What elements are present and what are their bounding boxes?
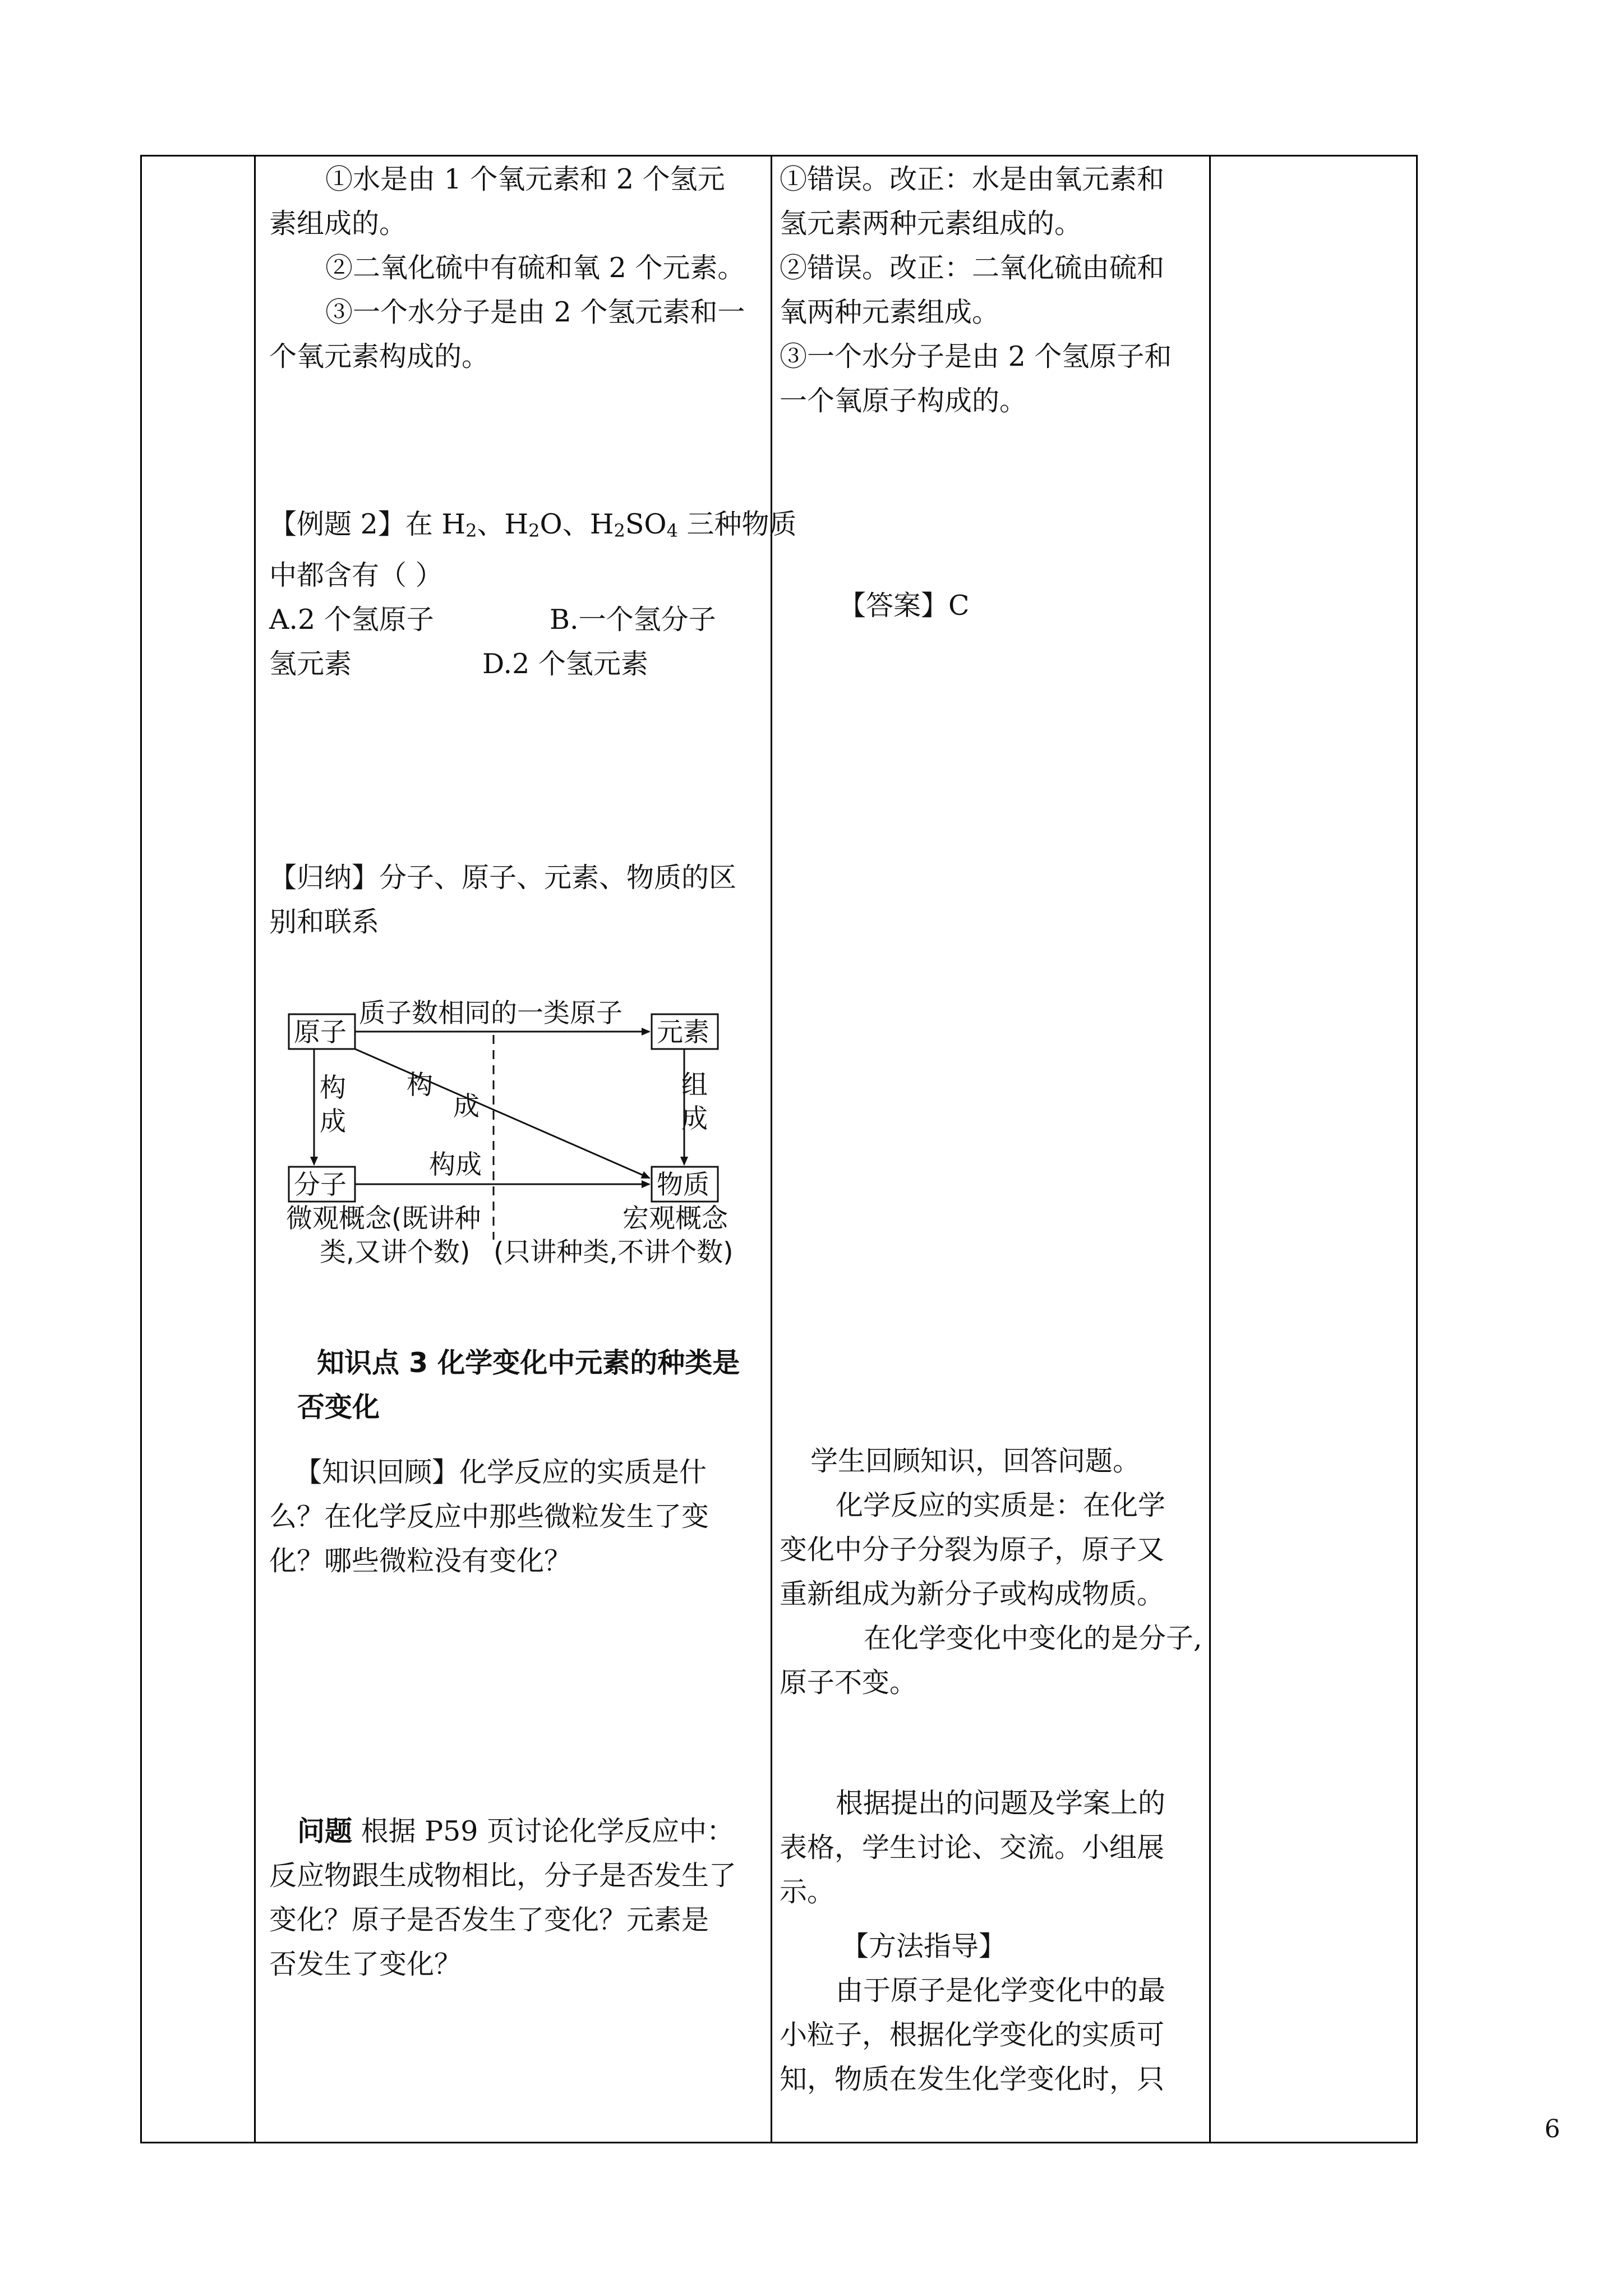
question-line1: 根据 P59 页讨论化学反应中： xyxy=(352,1815,735,1847)
student-review xyxy=(780,1439,1202,1705)
statement-2: ②二氧化硫中有硫和氧 2 个元素。 xyxy=(325,252,745,284)
option-d: D.2 个氢元素 xyxy=(482,648,648,680)
svg-text:成: 成 xyxy=(681,1103,708,1134)
micro-concept-2: 类,又讲个数) xyxy=(320,1237,471,1268)
correction-2b: 氧两种元素组成。 xyxy=(780,296,1000,328)
correction-1b: 氢元素两种元素组成的。 xyxy=(780,208,1082,240)
method-1: 由于原子是化学变化中的最 xyxy=(836,1975,1166,2007)
example2-line2: 中都含有（ ） xyxy=(269,559,443,591)
corrections xyxy=(780,157,1172,423)
svg-text:构: 构 xyxy=(407,1070,433,1101)
answer: 【答案】C xyxy=(838,590,970,622)
svg-text:构: 构 xyxy=(320,1073,346,1103)
discussion-question xyxy=(269,1809,736,1986)
discussion-2: 表格，学生讨论、交流。小组展 xyxy=(780,1832,1165,1864)
option-c: 氢元素 xyxy=(269,648,352,680)
diagonal-arrow xyxy=(355,1049,649,1178)
knowledge-point-3 xyxy=(297,1341,740,1429)
summary-line2: 别和联系 xyxy=(269,906,380,938)
macro-concept-2: (只讲种类,不讲个数) xyxy=(494,1237,734,1268)
method-title: 【方法指导】 xyxy=(841,1930,1007,1962)
top-arrow-label: 质子数相同的一类原子 xyxy=(359,998,623,1029)
statement-1a: ①水是由 1 个氧元素和 2 个氢元 xyxy=(325,163,725,195)
column-divider-1 xyxy=(254,157,256,2142)
method-3: 知，物质在发生化学变化时，只 xyxy=(780,2063,1165,2095)
discussion-response xyxy=(780,1781,1165,1914)
correction-2a: ②错误。改正：二氧化硫由硫和 xyxy=(780,252,1165,284)
option-b: B.一个氢分子 xyxy=(550,604,716,636)
student-review-5: 在化学变化中变化的是分子, xyxy=(864,1622,1202,1654)
summary-line1: 【归纳】分子、原子、元素、物质的区 xyxy=(269,862,737,894)
summary-heading xyxy=(269,855,736,944)
micro-concept-1: 微观概念(既讲种 xyxy=(286,1203,481,1234)
question-label: 问题 xyxy=(297,1815,353,1847)
review-line2: 么？在化学反应中那些微粒发生了变 xyxy=(269,1501,709,1533)
kp3-line1: 知识点 3 化学变化中元素的种类是 xyxy=(317,1347,740,1379)
question-line3: 变化？原子是否发生了变化？元素是 xyxy=(269,1904,709,1936)
review-line3: 化？哪些微粒没有变化？ xyxy=(269,1545,572,1577)
molecule-label: 分子 xyxy=(294,1170,347,1200)
method-guidance xyxy=(780,1924,1165,2101)
statement-3a: ③一个水分子是由 2 个氢元素和一 xyxy=(325,296,745,328)
correction-3b: 一个氧原子构成的。 xyxy=(780,385,1027,417)
atom-label: 原子 xyxy=(294,1017,347,1048)
student-review-6: 原子不变。 xyxy=(780,1667,917,1699)
example2 xyxy=(269,502,797,686)
option-a: A.2 个氢原子 xyxy=(269,604,434,636)
discussion-3: 示。 xyxy=(780,1876,835,1908)
student-review-1: 学生回顾知识，回答问题。 xyxy=(810,1445,1141,1477)
question-line2: 反应物跟生成物相比，分子是否发生了 xyxy=(269,1860,737,1892)
student-review-4: 重新组成为新分子或构成物质。 xyxy=(780,1578,1165,1610)
question-line4: 否发生了变化？ xyxy=(269,1948,462,1980)
correction-1a: ①错误。改正：水是由氧元素和 xyxy=(780,163,1165,195)
method-2: 小粒子，根据化学变化的实质可 xyxy=(780,2019,1165,2051)
example2-options-cd xyxy=(269,642,797,686)
concept-diagram xyxy=(286,993,780,1273)
example1-statements xyxy=(269,157,745,379)
bottom-arrow-label: 构成 xyxy=(429,1149,482,1180)
svg-text:组: 组 xyxy=(681,1070,708,1101)
example2-line1: 【例题 2】在 $H_2$、$H_2O$、$H_2SO_4$ 三种物质 xyxy=(269,508,797,541)
student-review-3: 变化中分子分裂为原子，原子又 xyxy=(780,1534,1165,1566)
review-line1: 【知识回顾】化学反应的实质是什 xyxy=(294,1456,707,1488)
macro-concept-1: 宏观概念 xyxy=(623,1203,728,1234)
column-divider-3 xyxy=(1209,157,1211,2142)
substance-label: 物质 xyxy=(657,1170,709,1200)
discussion-1: 根据提出的问题及学案上的 xyxy=(836,1787,1166,1819)
correction-3a: ③一个水分子是由 2 个氢原子和 xyxy=(780,341,1172,372)
example2-options-ab xyxy=(269,597,797,642)
page-number: 6 xyxy=(1544,2115,1560,2143)
kp3-line2: 否变化 xyxy=(297,1391,380,1423)
statement-1b: 素组成的。 xyxy=(269,208,407,240)
statement-3b: 个氧元素构成的。 xyxy=(269,341,490,372)
knowledge-review xyxy=(269,1450,709,1583)
svg-text:成: 成 xyxy=(320,1106,346,1137)
student-review-2: 化学反应的实质是：在化学 xyxy=(836,1489,1166,1521)
svg-text:成: 成 xyxy=(453,1091,479,1122)
element-label: 元素 xyxy=(657,1017,709,1048)
